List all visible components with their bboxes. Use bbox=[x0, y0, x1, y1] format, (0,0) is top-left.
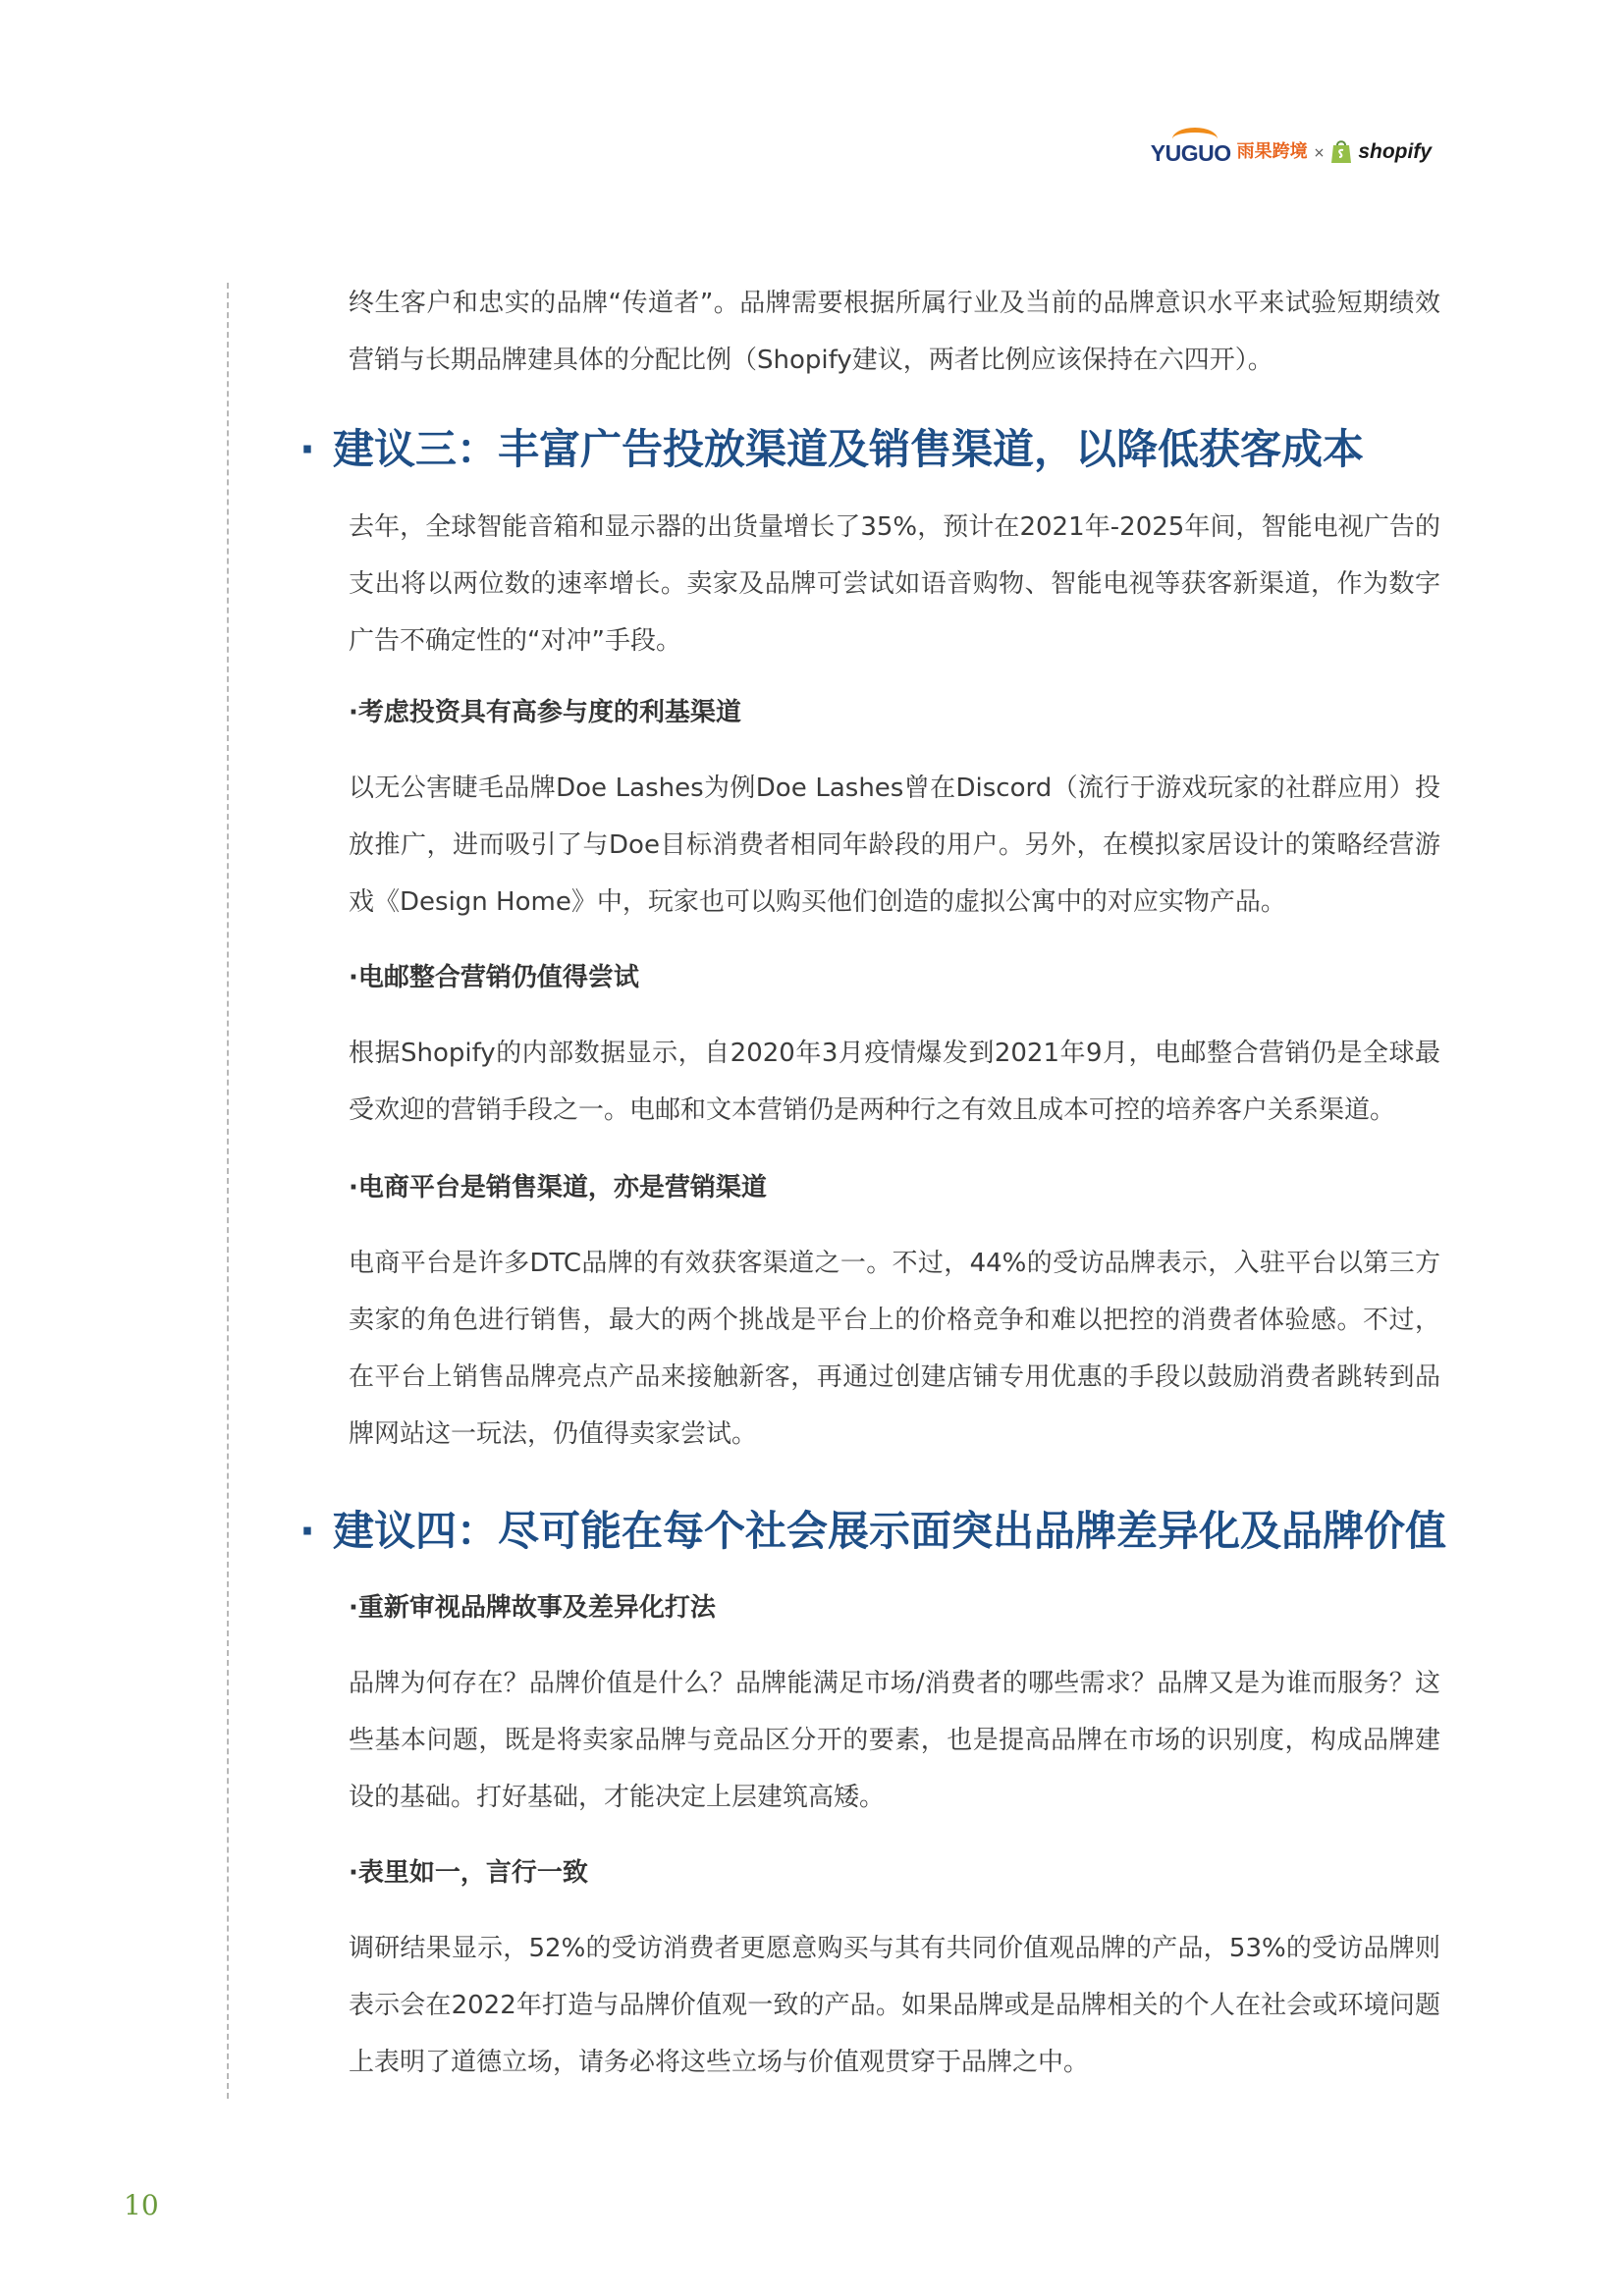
shopify-logo-text: shopify bbox=[1358, 139, 1432, 163]
section3-title bbox=[299, 420, 1478, 479]
section3-bullet: · bbox=[299, 425, 315, 473]
shopify-bag-icon bbox=[1330, 138, 1352, 164]
section3-sub2-text: 根据Shopify的内部数据显示，自2020年3月疫情爆发到2021年9月，电邮整合营销仍是全球最受欢迎的营销手段之一。电邮和文本营销仍是两种行之有效且成本可控的培养客户关系渠道。 bbox=[349, 1039, 1440, 1125]
dashed-side-rule bbox=[227, 283, 229, 2099]
yuguo-logo-cn-text: 雨果跨境 bbox=[1236, 141, 1308, 162]
section4-title bbox=[299, 1502, 1478, 1561]
section4-bullet: · bbox=[299, 1507, 315, 1555]
section3-title-text: 建议三：丰富广告投放渠道及销售渠道，以降低获客成本 bbox=[332, 425, 1364, 473]
section3-paragraph: 去年，全球智能音箱和显示器的出货量增长了35%，预计在2021年-2025年间，智能电视广告的支出将以两位数的速率增长。卖家及品牌可尝试如语音购物、智能电视等获客新渠道，作为数字广告不确定性的“对冲”手段。 bbox=[349, 512, 1440, 656]
yuguo-logo bbox=[1151, 126, 1231, 165]
section3-sub3-heading: ·电商平台是销售渠道，亦是营销渠道 bbox=[349, 1173, 767, 1202]
section3-sub2-heading: ·电邮整合营销仍值得尝试 bbox=[349, 963, 639, 992]
section4-sub1-heading: ·重新审视品牌故事及差异化打法 bbox=[349, 1593, 716, 1623]
logo-separator: × bbox=[1313, 145, 1326, 161]
page-number: 10 bbox=[124, 2189, 159, 2221]
section3-sub1-text: 以无公害睫毛品牌Doe Lashes为例Doe Lashes曾在Discord（流行于游戏玩家的社群应用）投放推广，进而吸引了与Doe目标消费者相同年龄段的用户。另外，在模拟家居设计的策略经营游戏《Design Home》中，玩家也可以购买他们创造的虚拟公寓中的对应实物产品。 bbox=[349, 774, 1440, 917]
section4-sub2-heading: ·表里如一，言行一致 bbox=[349, 1858, 588, 1888]
section3-sub1-heading: ·考虑投资具有高参与度的利基渠道 bbox=[349, 698, 741, 727]
yuguo-swoosh-icon bbox=[1172, 128, 1218, 150]
section4-sub2-text: 调研结果显示，52%的受访消费者更愿意购买与其有共同价值观品牌的产品，53%的受访品牌则表示会在2022年打造与品牌价值观一致的产品。如果品牌或是品牌相关的个人在社会或环境问题上表明了道德立场，请务必将这些立场与价值观贯穿于品牌之中。 bbox=[349, 1934, 1440, 2077]
intro-paragraph: 终生客户和忠实的品牌“传道者”。品牌需要根据所属行业及当前的品牌意识水平来试验短期绩效营销与长期品牌建具体的分配比例（Shopify建议，两者比例应该保持在六四开）。 bbox=[349, 289, 1440, 375]
section4-sub1-text: 品牌为何存在？品牌价值是什么？品牌能满足市场/消费者的哪些需求？品牌又是为谁而服务？这些基本问题，既是将卖家品牌与竞品区分开的要素，也是提高品牌在市场的识别度，构成品牌建设的基础。打好基础，才能决定上层建筑高矮。 bbox=[349, 1669, 1440, 1812]
section3-sub3-text: 电商平台是许多DTC品牌的有效获客渠道之一。不过，44%的受访品牌表示，入驻平台以第三方卖家的角色进行销售，最大的两个挑战是平台上的价格竞争和难以把控的消费者体验感。不过，在平台上销售品牌亮点产品来接触新客，再通过创建店铺专用优惠的手段以鼓励消费者跳转到品牌网站这一玩法，仍值得卖家尝试。 bbox=[349, 1249, 1440, 1449]
header-logo bbox=[1151, 126, 1432, 165]
section4-title-text: 建议四：尽可能在每个社会展示面突出品牌差异化及品牌价值 bbox=[332, 1507, 1446, 1555]
yuguo-logo-text: YUGUO bbox=[1150, 140, 1231, 166]
